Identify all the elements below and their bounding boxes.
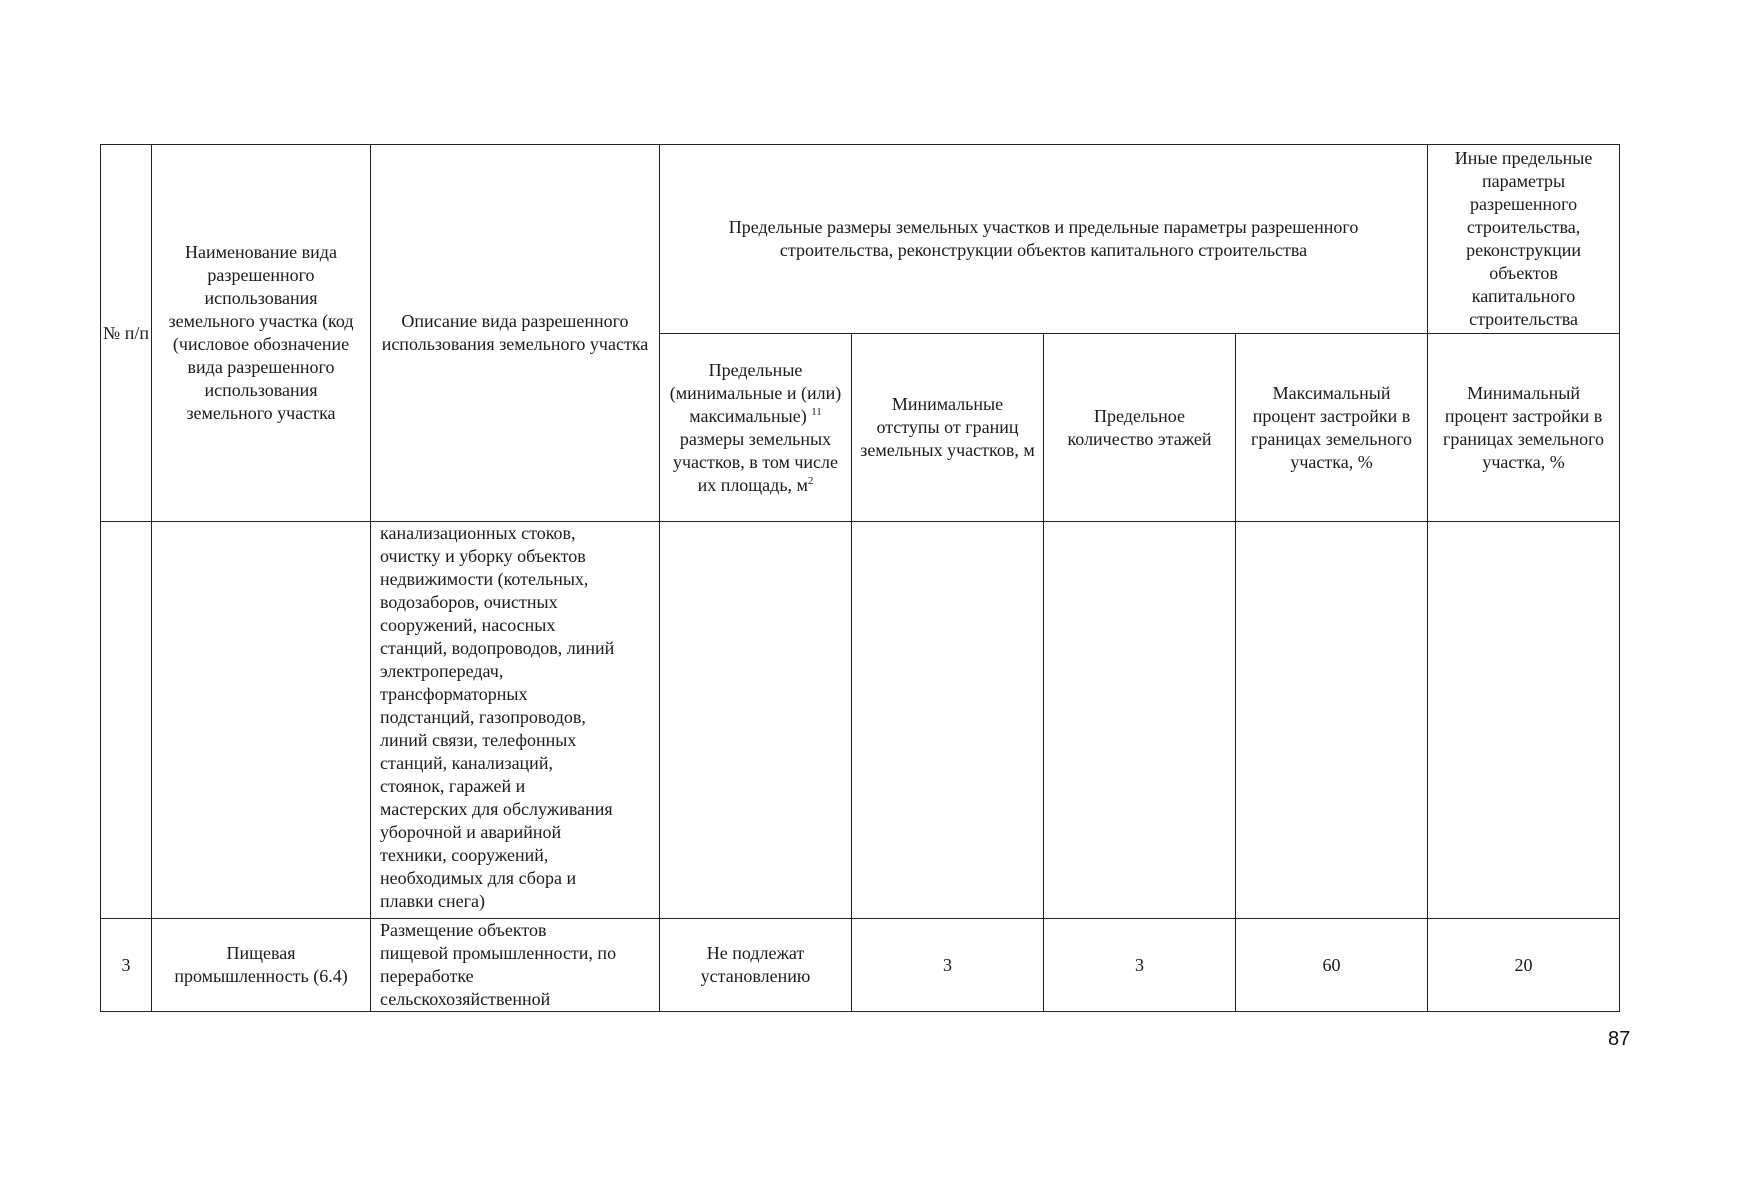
header-min-coverage: Минимальный процент застройки в границах земельного участка, %	[1428, 334, 1620, 522]
description-line: Размещение объектов	[380, 920, 547, 940]
cell-setbacks-empty	[852, 522, 1044, 919]
header-floors: Предельное количество этажей	[1044, 334, 1236, 522]
table-row-continued	[101, 522, 1620, 919]
description-line: уборочной и аварийной	[380, 822, 562, 842]
cell-floors-empty	[1044, 522, 1236, 919]
description-line: водозаборов, очистных	[380, 592, 558, 612]
description-line: недвижимости (котельных,	[380, 569, 589, 589]
description-line: плавки снега)	[380, 891, 485, 911]
description-line: линий связи, телефонных	[380, 730, 577, 750]
cell-description-continued	[371, 522, 660, 919]
description-line: очистку и уборку объектов	[380, 546, 586, 566]
description-line: станций, водопроводов, линий	[380, 638, 615, 658]
header-max-coverage: Максимальный процент застройки в границах земельного участка, %	[1236, 334, 1428, 522]
cell-name-empty	[152, 522, 371, 919]
cell-name: Пищевая промышленность (6.4)	[152, 919, 371, 1012]
cell-min-coverage-empty	[1428, 522, 1620, 919]
description-line: станций, канализаций,	[380, 753, 553, 773]
cell-number-empty	[101, 522, 152, 919]
description-line: сооружений, насосных	[380, 615, 556, 635]
description-line: стоянок, гаражей и	[380, 776, 526, 796]
cell-number: 3	[101, 919, 152, 1012]
header-row-1	[101, 145, 1620, 334]
description-line: мастерских для обслуживания	[380, 799, 613, 819]
page-number: 87	[1608, 1028, 1631, 1050]
description-line: подстанций, газопроводов,	[380, 707, 586, 727]
cell-floors: 3	[1044, 919, 1236, 1012]
header-plot-size-tail: размеры земельных участков, в том числе их площадь, м	[672, 428, 839, 495]
header-number: № п/п	[101, 145, 152, 522]
cell-max-coverage: 60	[1236, 919, 1428, 1012]
regulations-table	[100, 144, 1620, 1012]
description-line: сельскохозяйственной	[380, 989, 551, 1009]
description-line: пищевой промышленности, по	[380, 943, 617, 963]
footnote-marker: 11	[811, 405, 822, 418]
description-line: переработке	[380, 966, 474, 986]
header-name: Наименование вида разрешенного использования земельного участка (код (числовое обозначение вида разрешенного использования земельного участка	[152, 145, 371, 522]
description-line: электропередач,	[380, 661, 504, 681]
header-plot-size	[660, 334, 852, 522]
header-plot-size-text: Предельные (минимальные и (или) максимальные)	[669, 359, 842, 426]
cell-plot-size: Не подлежат установлению	[660, 919, 852, 1012]
description-line: канализационных стоков,	[380, 523, 576, 543]
description-line: техники, сооружений,	[380, 845, 549, 865]
cell-setbacks: 3	[852, 919, 1044, 1012]
header-limits-group: Предельные размеры земельных участков и предельные параметры разрешенного строительства, реконструкции объектов капитального строительства	[660, 145, 1428, 334]
unit-exponent: 2	[807, 474, 814, 487]
cell-max-coverage-empty	[1236, 522, 1428, 919]
header-description: Описание вида разрешенного использования земельного участка	[371, 145, 660, 522]
cell-plot-size-empty	[660, 522, 852, 919]
description-line: трансформаторных	[380, 684, 528, 704]
cell-description	[371, 919, 660, 1012]
header-setbacks: Минимальные отступы от границ земельных участков, м	[852, 334, 1044, 522]
table-row-3	[101, 919, 1620, 1012]
description-line: необходимых для сбора и	[380, 868, 577, 888]
header-other-limits: Иные предельные параметры разрешенного строительства, реконструкции объектов капитального строительства	[1428, 145, 1620, 334]
cell-min-coverage: 20	[1428, 919, 1620, 1012]
